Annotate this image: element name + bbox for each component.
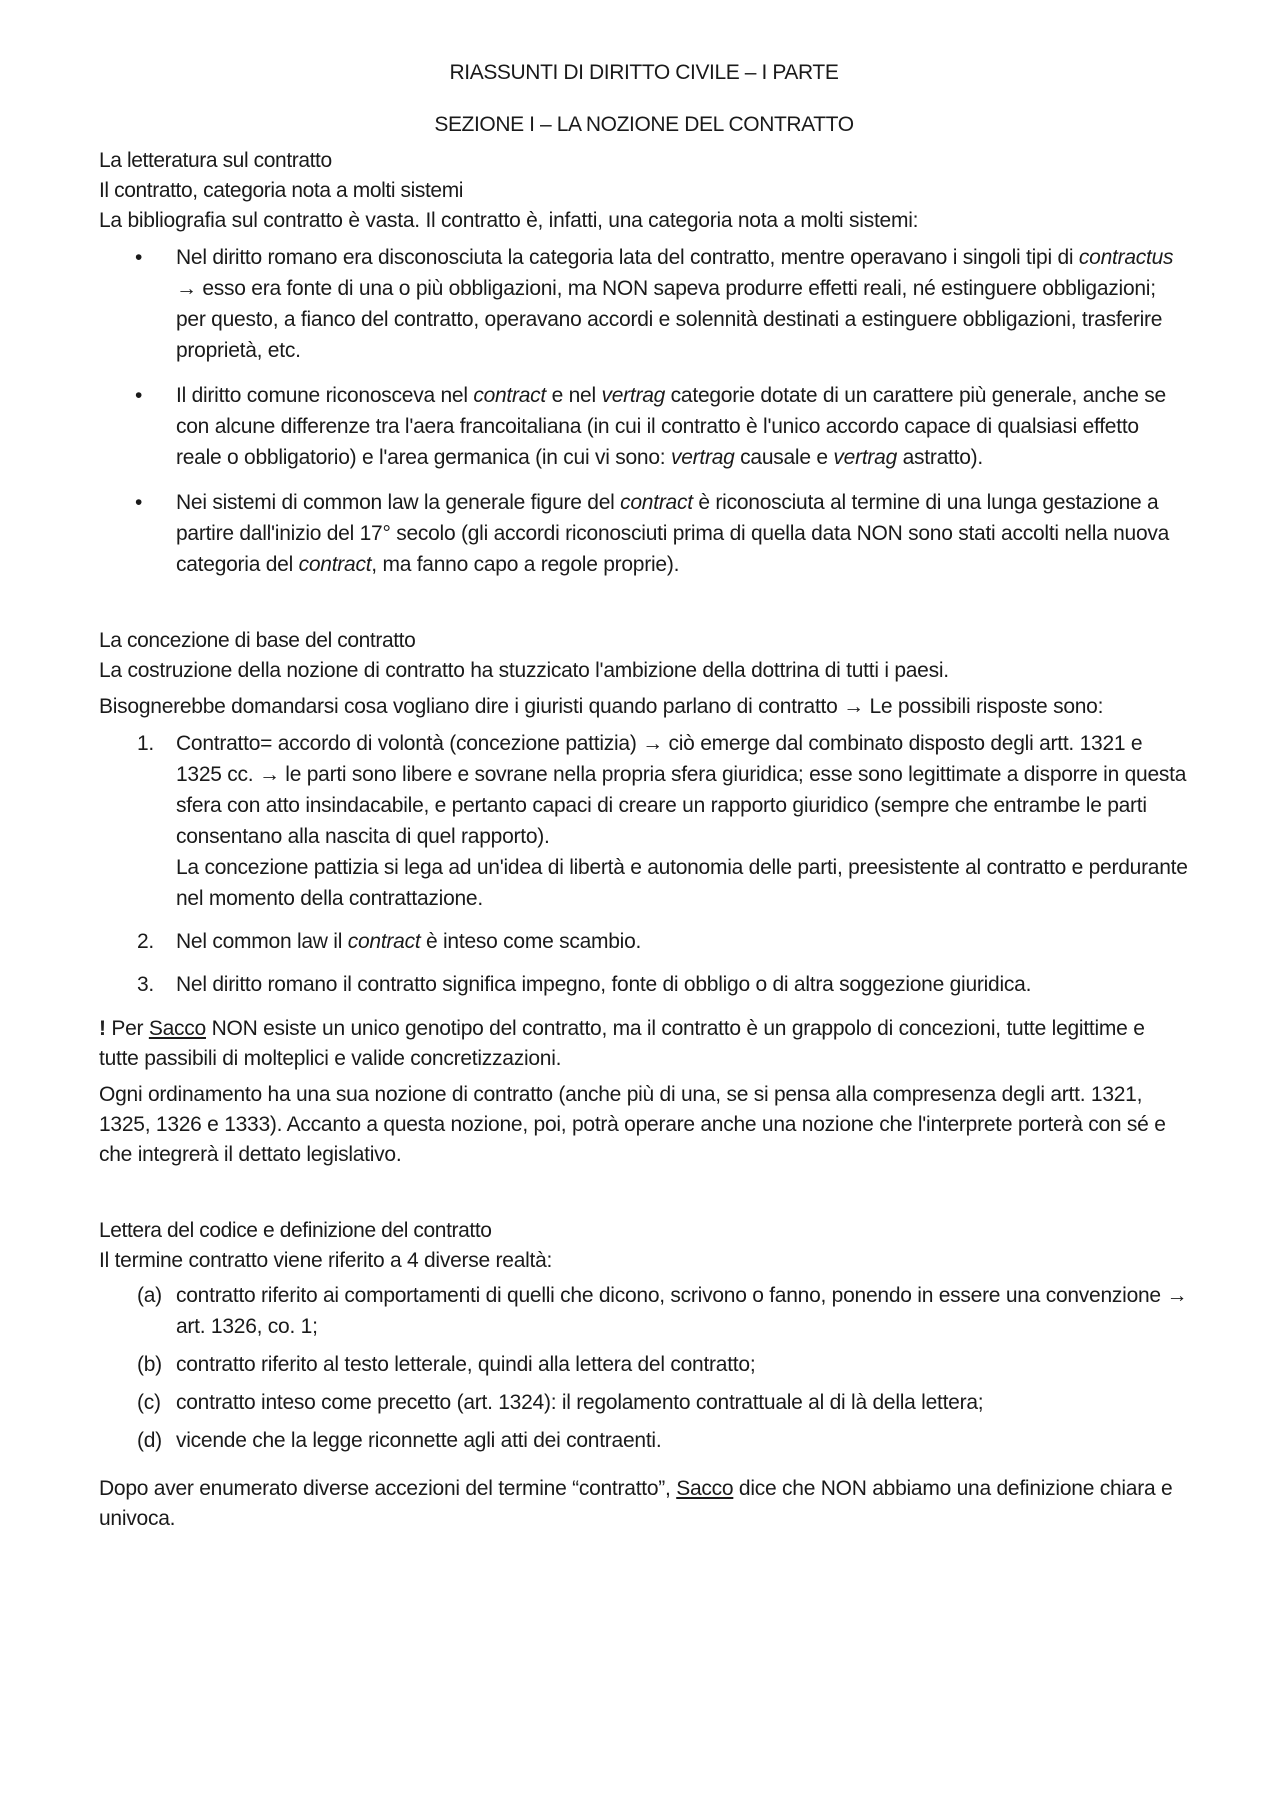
list-item: (d) vicende che la legge riconnette agli atti dei contraenti.	[137, 1429, 662, 1452]
subheading-category: Il contratto, categoria nota a molti sistemi	[99, 179, 464, 202]
paragraph-realities: Il termine contratto viene riferito a 4 diverse realtà:	[99, 1249, 553, 1272]
list-item: • Nel diritto romano era disconosciuta la categoria lata del contratto, mentre operavano i singoli tipi di contractus → esso era fonte di una o più obbligazioni, ma NON sapeva produrre effetti reali, né estinguere obbligazioni; per questo, a fianco del contratto, operavano accordi e solennità destinati a estinguere obbligazioni, trasferire proprietà, etc.	[99, 242, 1189, 366]
paragraph-ordinamento: Ogni ordinamento ha una sua nozione di contratto (anche più di una, se si pensa alla compresenza degli artt. 1321, 1325, 1326 e 1333). Accanto a questa nozione, poi, potrà operare anche una nozione che l'interprete porterà con sé e che integrerà il dettato legislativo.	[99, 1083, 1166, 1166]
document-page	[99, 58, 1189, 1534]
paragraph-closing: Dopo aver enumerato diverse accezioni del termine “contratto”, Sacco dice che NON abbiamo una definizione chiara e univoca.	[99, 1477, 1173, 1530]
numbered-list	[99, 728, 1189, 1000]
heading-literature: La letteratura sul contratto	[99, 149, 332, 172]
bullet-icon: •	[135, 246, 143, 269]
paragraph-sacco-note: ! Per Sacco NON esiste un unico genotipo del contratto, ma il contratto è un grappolo di concezioni, tutte legittime e tutte passibili di molteplici e valide concretizzazioni.	[99, 1017, 1145, 1070]
section-letter-code	[99, 1216, 1189, 1534]
list-item: • Nei sistemi di common law la generale figure del contract è riconosciuta al termine di una lunga gestazione a partire dall'inizio del 17° secolo (gli accordi riconosciuti prima di quella data NON sono stati accolti nella nuova categoria del contract, ma fanno capo a regole proprie).	[99, 487, 1189, 580]
list-item: (a) contratto riferito ai comportamenti di quelli che dicono, scrivono o fanno, ponendo in essere una convenzione → art. 1326, co. 1;	[137, 1284, 1188, 1338]
bullet-list	[99, 242, 1189, 580]
exclamation-icon: !	[99, 1017, 106, 1040]
list-item: (c) contratto inteso come precetto (art. 1324): il regolamento contrattuale al di là della lettera;	[137, 1391, 984, 1414]
list-item: • Il diritto comune riconosceva nel contract e nel vertrag categorie dotate di un carattere più generale, anche se con alcune differenze tra l'aera francoitaliana (in cui il contratto è l'unico accordo capace di qualsiasi effetto reale o obbligatorio) e l'area germanica (in cui vi sono: vertrag causale e vertrag astratto).	[99, 380, 1189, 473]
bullet-icon: •	[135, 384, 143, 407]
section-literature	[99, 146, 1189, 580]
bullet-icon: •	[135, 491, 143, 514]
paragraph-question: Bisognerebbe domandarsi cosa vogliano dire i giuristi quando parlano di contratto → Le possibili risposte sono:	[99, 695, 1104, 718]
section-concept	[99, 626, 1189, 1170]
list-item: 2. Nel common law il contract è inteso come scambio.	[137, 930, 642, 953]
list-item: (b) contratto riferito al testo letterale, quindi alla lettera del contratto;	[137, 1353, 756, 1376]
lettered-list	[99, 1280, 1189, 1456]
section-title: SEZIONE I – LA NOZIONE DEL CONTRATTO	[434, 113, 854, 136]
paragraph-intro: La bibliografia sul contratto è vasta. Il contratto è, infatti, una categoria nota a molti sistemi:	[99, 209, 919, 232]
document-title: RIASSUNTI DI DIRITTO CIVILE – I PARTE	[449, 61, 839, 84]
paragraph-construction: La costruzione della nozione di contratto ha stuzzicato l'ambizione della dottrina di tutti i paesi.	[99, 659, 949, 682]
heading-letter-code: Lettera del codice e definizione del contratto	[99, 1219, 492, 1242]
heading-concept: La concezione di base del contratto	[99, 629, 416, 652]
list-item: 3. Nel diritto romano il contratto significa impegno, fonte di obbligo o di altra soggezione giuridica.	[137, 973, 1032, 996]
list-item: 1. Contratto= accordo di volontà (concezione pattizia) → ciò emerge dal combinato disposto degli artt. 1321 e 1325 cc. → le parti sono libere e sovrane nella propria sfera giuridica; esse sono legittimate a disporre in questa sfera con atto insindacabile, e pertanto capaci di creare un rapporto giuridico (sempre che entrambe le parti consentano alla nascita di quel rapporto). La concezione pattizia si lega ad un'idea di libertà e autonomia delle parti, preesistente al contratto e perdurante nel momento della contrattazione.	[137, 732, 1188, 910]
